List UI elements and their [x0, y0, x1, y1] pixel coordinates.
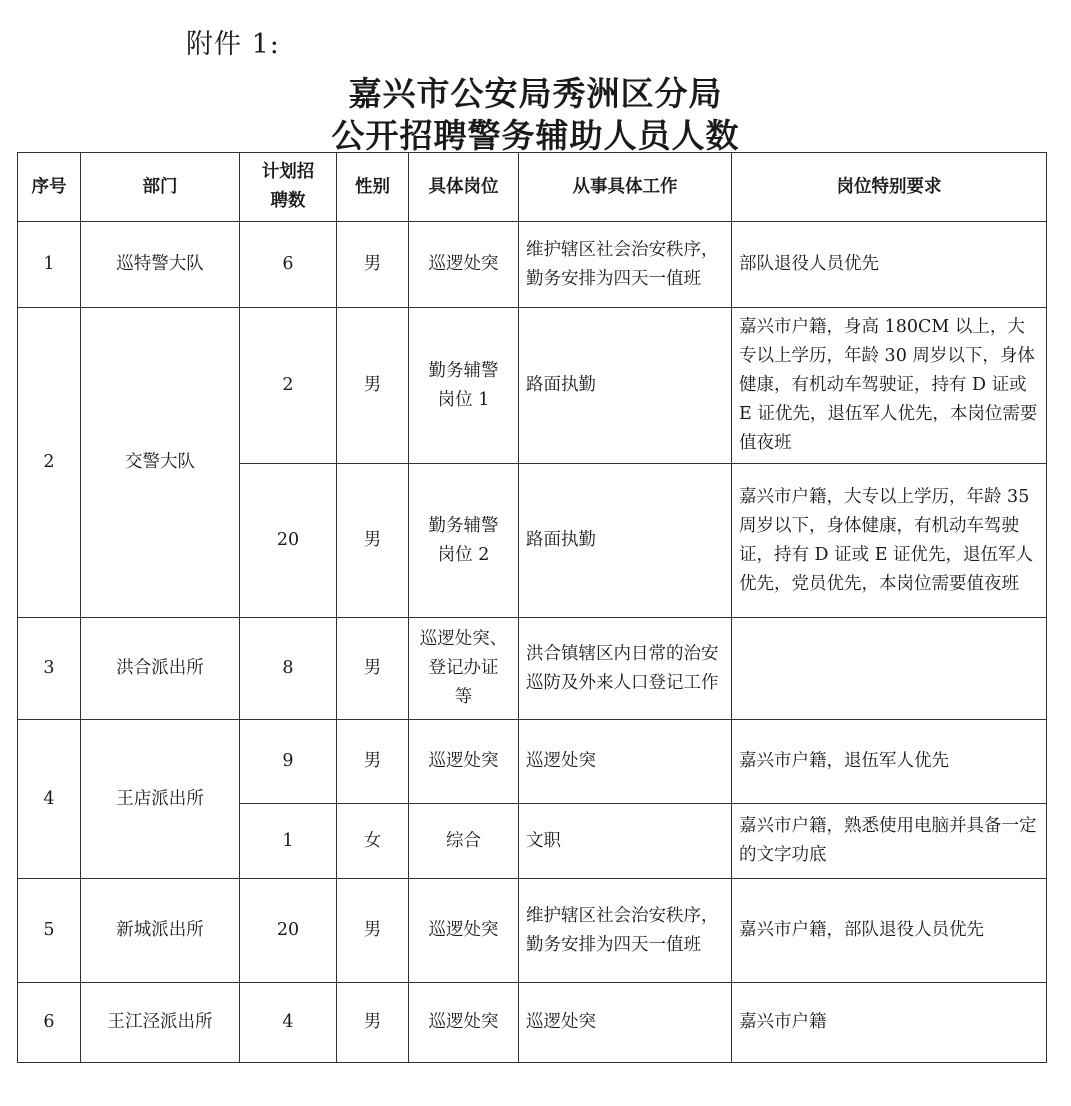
cell-work: 路面执勤	[519, 464, 732, 618]
cell-post: 勤务辅警 岗位 1	[409, 308, 519, 464]
cell-seq: 1	[18, 222, 81, 308]
cell-work: 路面执勤	[519, 308, 732, 464]
cell-post: 巡逻处突	[409, 720, 519, 804]
cell-count: 1	[240, 804, 337, 879]
cell-work: 维护辖区社会治安秩序，勤务安排为四天一值班	[519, 879, 732, 983]
attachment-label: 附件 1:	[186, 29, 280, 60]
cell-dept: 王江泾派出所	[81, 983, 240, 1063]
cell-count: 2	[240, 308, 337, 464]
cell-gender: 男	[337, 618, 409, 720]
cell-seq: 2	[18, 308, 81, 618]
cell-gender: 男	[337, 720, 409, 804]
header-work: 从事具体工作	[519, 153, 732, 222]
cell-post: 巡逻处突	[409, 222, 519, 308]
cell-requirements: 嘉兴市户籍，部队退役人员优先	[732, 879, 1047, 983]
cell-seq: 3	[18, 618, 81, 720]
cell-requirements: 嘉兴市户籍，大专以上学历，年龄 35 周岁以下，身体健康，有机动车驾驶证，持有 D 证或 E 证优先，退伍军人优先，党员优先，本岗位需要值夜班	[732, 464, 1047, 618]
header-plan-count: 计划招 聘数	[240, 153, 337, 222]
cell-work: 维护辖区社会治安秩序，勤务安排为四天一值班	[519, 222, 732, 308]
cell-requirements: 嘉兴市户籍，退伍军人优先	[732, 720, 1047, 804]
table-row	[18, 983, 1047, 1063]
cell-gender: 男	[337, 308, 409, 464]
cell-count: 6	[240, 222, 337, 308]
cell-work: 洪合镇辖区内日常的治安巡防及外来人口登记工作	[519, 618, 732, 720]
cell-requirements: 嘉兴市户籍	[732, 983, 1047, 1063]
cell-requirements: 部队退役人员优先	[732, 222, 1047, 308]
cell-seq: 5	[18, 879, 81, 983]
cell-post: 勤务辅警 岗位 2	[409, 464, 519, 618]
table-row	[18, 879, 1047, 983]
document-subtitle: 公开招聘警务辅助人员人数	[331, 116, 740, 155]
cell-count: 20	[240, 464, 337, 618]
table-header-row	[18, 153, 1047, 222]
cell-seq: 4	[18, 720, 81, 879]
cell-dept: 新城派出所	[81, 879, 240, 983]
recruitment-table	[17, 152, 1047, 1063]
cell-seq: 6	[18, 983, 81, 1063]
cell-gender: 女	[337, 804, 409, 879]
cell-work: 巡逻处突	[519, 983, 732, 1063]
table-row	[18, 618, 1047, 720]
cell-dept: 巡特警大队	[81, 222, 240, 308]
document-title: 嘉兴市公安局秀洲区分局	[348, 74, 723, 113]
cell-count: 20	[240, 879, 337, 983]
cell-count: 8	[240, 618, 337, 720]
cell-requirements: 嘉兴市户籍，身高 180CM 以上，大专以上学历，年龄 30 周岁以下，身体健康，有机动车驾驶证，持有 D 证或 E 证优先，退伍军人优先，本岗位需要值夜班	[732, 308, 1047, 464]
header-seq: 序号	[18, 153, 81, 222]
header-requirements: 岗位特别要求	[732, 153, 1047, 222]
cell-gender: 男	[337, 222, 409, 308]
cell-count: 9	[240, 720, 337, 804]
cell-requirements: 嘉兴市户籍，熟悉使用电脑并具备一定的文字功底	[732, 804, 1047, 879]
table-row	[18, 308, 1047, 464]
cell-gender: 男	[337, 983, 409, 1063]
header-dept: 部门	[81, 153, 240, 222]
cell-dept: 王店派出所	[81, 720, 240, 879]
header-gender: 性别	[337, 153, 409, 222]
cell-post: 巡逻处突	[409, 879, 519, 983]
cell-gender: 男	[337, 464, 409, 618]
cell-dept: 交警大队	[81, 308, 240, 618]
header-post: 具体岗位	[409, 153, 519, 222]
cell-post: 综合	[409, 804, 519, 879]
cell-count: 4	[240, 983, 337, 1063]
cell-work: 文职	[519, 804, 732, 879]
cell-post: 巡逻处突、 登记办证 等	[409, 618, 519, 720]
table-row	[18, 720, 1047, 804]
cell-post: 巡逻处突	[409, 983, 519, 1063]
table-row	[18, 222, 1047, 308]
cell-gender: 男	[337, 879, 409, 983]
cell-work: 巡逻处突	[519, 720, 732, 804]
cell-requirements	[732, 618, 1047, 720]
cell-dept: 洪合派出所	[81, 618, 240, 720]
